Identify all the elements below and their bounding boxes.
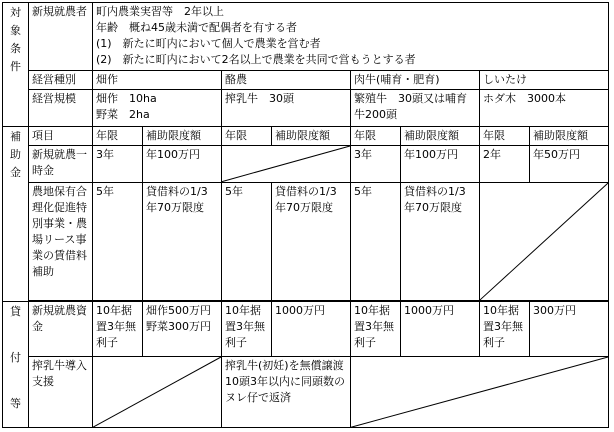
cow-support-dairy: 搾乳牛(初妊)を無償譲渡 10頭3年以内に同頭数のヌレ仔で返済: [222, 356, 351, 427]
lump-sum-beef-years: 3年: [351, 146, 401, 183]
header-limit-dairy: 補助限度額: [272, 127, 351, 146]
land-dairy-years: 5年: [222, 182, 272, 300]
loan-beef-years: 10年据置3年無利子: [351, 301, 401, 356]
loan-dairy-limit: 1000万円: [272, 301, 351, 356]
land-crop-years: 5年: [93, 182, 143, 300]
management-type-label: 経営種別: [29, 71, 93, 90]
lump-sum-beef-limit: 年100万円: [401, 146, 480, 183]
header-years-dairy: 年限: [222, 127, 272, 146]
condition-2: 年齢 概ね45歳未満で配偶者を有する者: [96, 21, 297, 34]
header-years-beef: 年限: [351, 127, 401, 146]
header-limit-mushroom: 補助限度額: [530, 127, 609, 146]
header-limit-beef: 補助限度額: [401, 127, 480, 146]
target-conditions: [93, 3, 609, 71]
scale-mushroom: ホダ木 3000本: [480, 90, 609, 127]
cow-support-other-na: [351, 356, 609, 427]
loan-crop-limit: 畑作500万円 野菜300万円: [143, 301, 222, 356]
lump-sum-crop-limit: 年100万円: [143, 146, 222, 183]
loan-crop-years: 10年据置3年無利子: [93, 301, 143, 356]
header-years-crop: 年限: [93, 127, 143, 146]
section-subsidy: 補助金: [3, 127, 29, 302]
header-item: 項目: [29, 127, 93, 146]
diagonal-line: [222, 146, 350, 182]
condition-3: (1) 新たに町内において個人で農業を営む者: [96, 37, 321, 50]
lump-sum-dairy-na: [222, 146, 351, 183]
lump-sum-crop-years: 3年: [93, 146, 143, 183]
scale-beef: 繁殖牛 30頭又は哺育牛200頭: [351, 90, 480, 127]
loan-dairy-years: 10年据置3年無利子: [222, 301, 272, 356]
new-farmer-label: 新規就農者: [29, 3, 93, 71]
land-dairy-limit: 貸借料の1/3年70万限度: [272, 182, 351, 300]
diagonal-line: [480, 183, 608, 300]
loan-mushroom-years: 10年据置3年無利子: [480, 301, 530, 356]
loan-mushroom-limit: 300万円: [530, 301, 609, 356]
diagonal-line: [351, 357, 608, 427]
lump-sum-mushroom-years: 2年: [480, 146, 530, 183]
condition-1: 町内農業実習等 2年以上: [96, 5, 224, 18]
type-crop: 畑作: [93, 71, 222, 90]
diagonal-line: [93, 357, 221, 427]
cow-support-label: 搾乳牛導入支援: [29, 356, 93, 427]
support-table: [2, 2, 609, 428]
type-beef: 肉牛(哺育・肥育): [351, 71, 480, 90]
management-scale-label: 経営規模: [29, 90, 93, 127]
land-crop-limit: 貸借料の1/3年70万限度: [143, 182, 222, 300]
loan-label: 新規就農資金: [29, 301, 93, 356]
section-loan: 貸 付 等: [3, 301, 29, 427]
section-target: 対象条件: [3, 3, 29, 127]
header-years-mushroom: 年限: [480, 127, 530, 146]
scale-crop: 畑作 10ha 野菜 2ha: [93, 90, 222, 127]
land-beef-years: 5年: [351, 182, 401, 300]
header-limit-crop: 補助限度額: [143, 127, 222, 146]
type-mushroom: しいたけ: [480, 71, 609, 90]
lump-sum-label: 新規就農一時金: [29, 146, 93, 183]
land-beef-limit: 貸借料の1/3年70万限度: [401, 182, 480, 300]
scale-dairy: 搾乳牛 30頭: [222, 90, 351, 127]
lump-sum-mushroom-limit: 年50万円: [530, 146, 609, 183]
type-dairy: 酪農: [222, 71, 351, 90]
loan-beef-limit: 1000万円: [401, 301, 480, 356]
land-label: 農地保有合理化促進特別事業・農場リース事業の賃借料補助: [29, 182, 93, 300]
land-mushroom-na: [480, 182, 609, 300]
condition-4: (2) 新たに町内において2名以上で農業を共同で営もうとする者: [96, 53, 416, 66]
cow-support-crop-na: [93, 356, 222, 427]
